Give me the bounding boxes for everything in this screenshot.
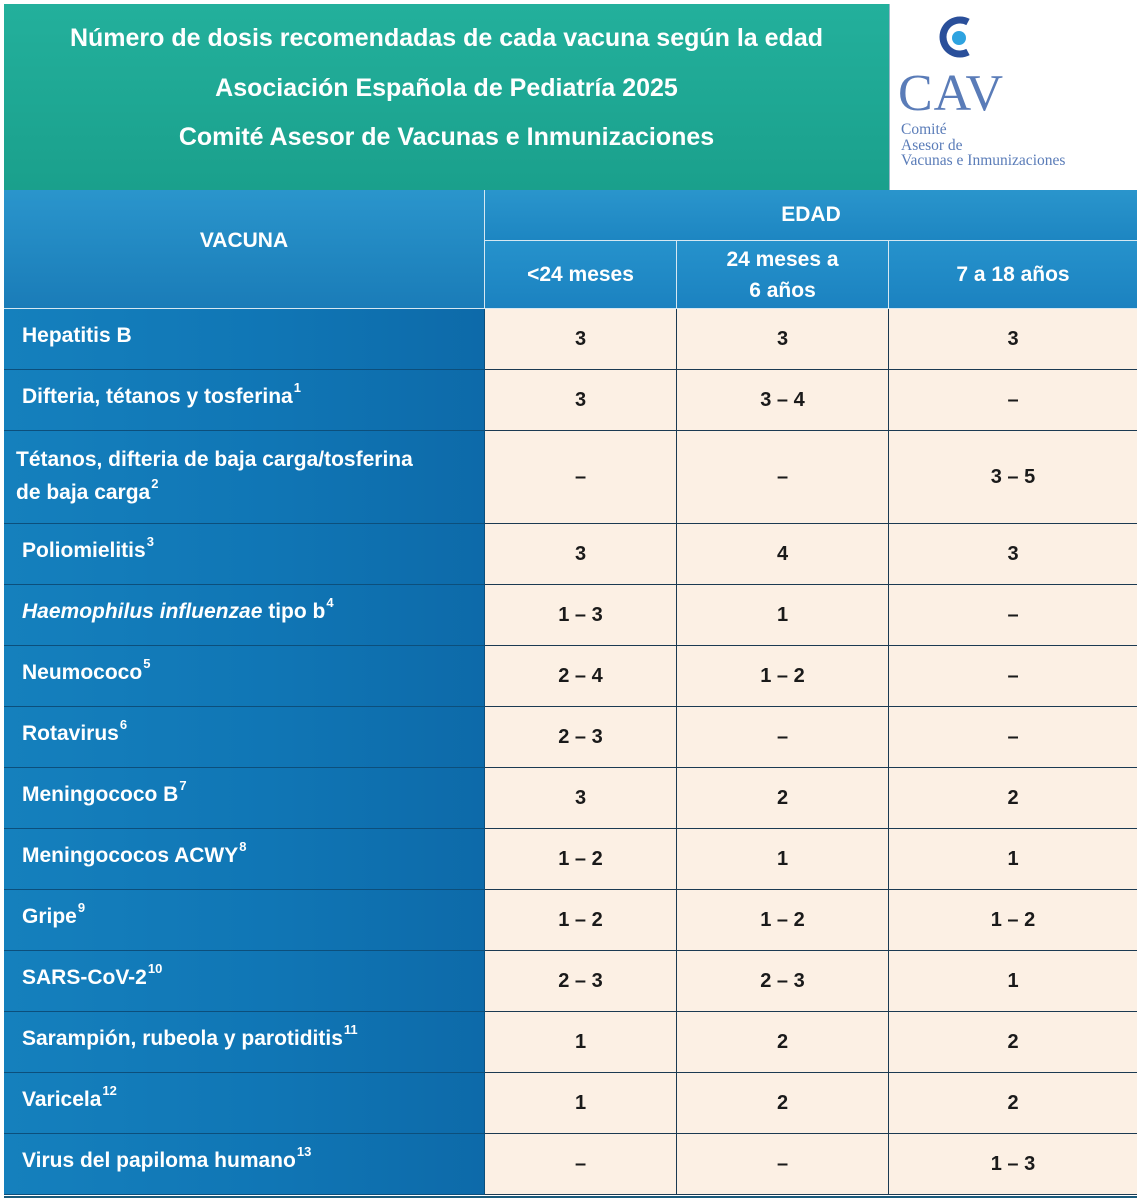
title-banner xyxy=(4,4,889,190)
vacuna-column-header: VACUNA xyxy=(4,190,485,309)
vaccine-name-cell: Varicela$^{12}$ xyxy=(4,1073,485,1134)
dose-cell: 3 xyxy=(677,309,889,370)
age-header-line: 6 años xyxy=(749,278,816,302)
vaccine-name-cell: SARS-$CoV-2^{10}$ xyxy=(4,951,485,1012)
title-line: Número de dosis recomendadas de cada vacuna según la edad xyxy=(69,24,824,52)
dose-cell: 1 – 2 xyxy=(485,890,677,951)
vaccine-name-cell: Hepatitis B xyxy=(4,309,485,370)
committee-line: Comité Asesor de Vacunas e Inmunizaciones xyxy=(178,123,715,151)
dose-cell: 1 – 3 xyxy=(485,585,677,646)
age-header-7-18y: 7 a 18 años xyxy=(889,241,1137,309)
dose-cell: – xyxy=(889,646,1137,707)
edad-column-header: EDAD xyxy=(485,190,1137,241)
dose-cell: – xyxy=(889,585,1137,646)
logo-sub-line: Comité xyxy=(901,121,947,138)
dose-cell: 3 xyxy=(889,309,1137,370)
vaccine-dose-table xyxy=(4,190,1137,1198)
dose-cell: 1 xyxy=(485,1073,677,1134)
dose-cell: 3 xyxy=(485,524,677,585)
dose-cell: – xyxy=(677,707,889,768)
dose-cell: 2 xyxy=(889,1073,1137,1134)
dose-cell: 2 xyxy=(889,1012,1137,1073)
dose-cell: 2 – 3 xyxy=(485,707,677,768)
dose-cell: 1 – 2 xyxy=(677,646,889,707)
dose-cell: 1 xyxy=(485,1012,677,1073)
dose-cell: 1 xyxy=(889,829,1137,890)
dose-cell: 3 xyxy=(485,370,677,431)
age-header-line: 24 meses a xyxy=(726,247,839,271)
logo-sub-line: Vacunas e Inmunizaciones xyxy=(901,152,1066,169)
dose-cell: 1 xyxy=(889,951,1137,1012)
dose-cell: 1 – 3 xyxy=(889,1134,1137,1195)
dose-cell: – xyxy=(677,1134,889,1195)
dose-cell: 2 – 3 xyxy=(677,951,889,1012)
dose-cell: 1 xyxy=(677,829,889,890)
dose-cell: 3 – 5 xyxy=(889,431,1137,524)
dose-cell: 2 – 3 xyxy=(485,951,677,1012)
dose-cell: 1 – 2 xyxy=(677,890,889,951)
dose-cell: 2 – 4 xyxy=(485,646,677,707)
dose-cell: 3 xyxy=(485,309,677,370)
vaccine-name-cell: Meningococos ACWY$^8$ xyxy=(4,829,485,890)
logo-subtitle xyxy=(901,122,1065,169)
vaccine-name-cell: Poliomielitis$^3$ xyxy=(4,524,485,585)
dose-cell: 2 xyxy=(677,768,889,829)
dose-cell: 2 xyxy=(677,1073,889,1134)
cav-logo-icon xyxy=(934,14,982,62)
vaccine-name-cell: Difteria, tétanos y tosferina$^1$ xyxy=(4,370,485,431)
vaccine-name-cell: Rotavirus$^6$ xyxy=(4,707,485,768)
age-header-under-24m: <24 meses xyxy=(485,241,677,309)
logo-acronym: CAV xyxy=(898,65,1005,122)
subtitle-line: Asociación Española de Pediatría 2025 xyxy=(215,74,678,102)
vaccine-name-cell: Meningococo $B^7$ xyxy=(4,768,485,829)
dose-cell: 3 – 4 xyxy=(677,370,889,431)
vaccine-name-cell: Haemophilus influenzae tipo $b^4$ xyxy=(4,585,485,646)
dose-cell: 3 xyxy=(485,768,677,829)
vaccine-name-cell: Tétanos, difteria de baja carga/tosferina de baja carga$^2$ xyxy=(4,431,485,524)
logo-sub-line: Asesor de xyxy=(901,136,963,154)
dose-cell: 2 xyxy=(677,1012,889,1073)
dose-cell: 1 – 2 xyxy=(485,829,677,890)
dose-cell: – xyxy=(677,431,889,524)
dose-cell: 4 xyxy=(677,524,889,585)
dose-cell: 2 xyxy=(889,768,1137,829)
dose-cell: 1 xyxy=(677,585,889,646)
dose-cell: 1 – 2 xyxy=(889,890,1137,951)
vaccine-name-cell: Sarampión, rubeola y parotiditis$^{11}$ xyxy=(4,1012,485,1073)
vaccine-name-cell: Virus del papiloma humano$^{13}$ xyxy=(4,1134,485,1195)
cav-logo xyxy=(889,4,1138,190)
dose-cell: – xyxy=(485,431,677,524)
age-header-24m-6y xyxy=(677,241,889,309)
vaccine-name-cell: Gripe$^9$ xyxy=(4,890,485,951)
dose-cell: 3 xyxy=(889,524,1137,585)
dose-cell: – xyxy=(889,370,1137,431)
vaccine-name-cell: Neumococo$^5$ xyxy=(4,646,485,707)
dose-cell: – xyxy=(889,707,1137,768)
dose-cell: – xyxy=(485,1134,677,1195)
